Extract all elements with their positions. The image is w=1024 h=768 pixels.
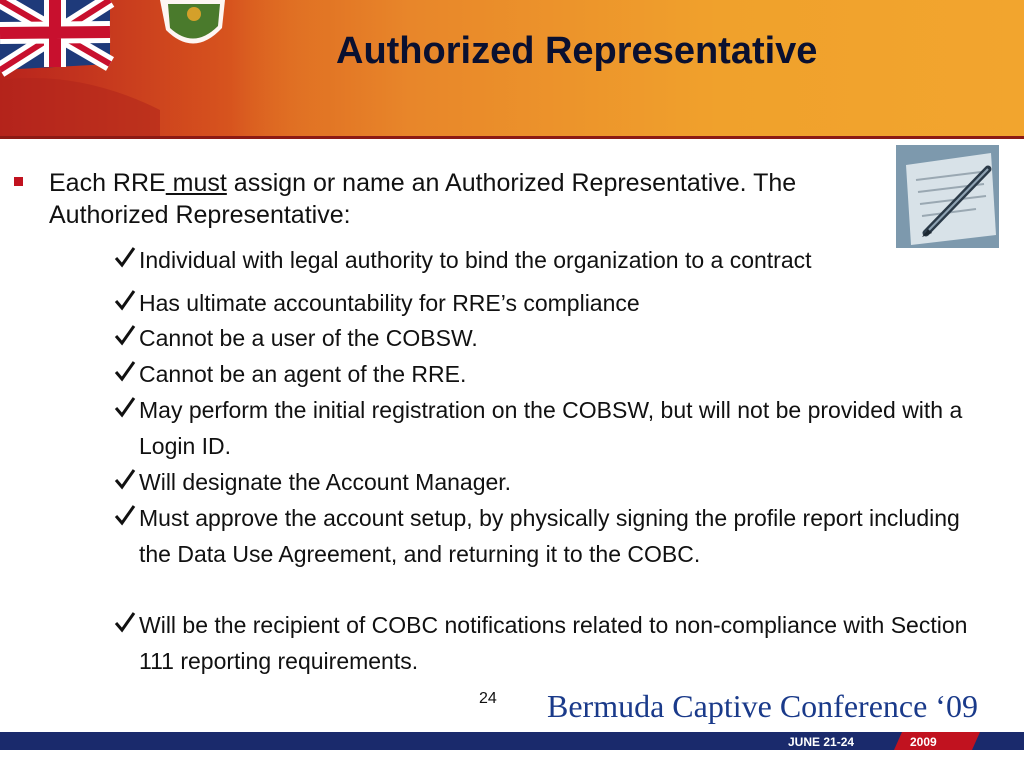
checkmark-icon (113, 464, 137, 494)
sub-bullet-text: Cannot be an agent of the RRE. (139, 361, 467, 387)
sub-bullet-text: Cannot be a user of the COBSW. (139, 325, 478, 351)
footer-dates: JUNE 21-24 (788, 735, 855, 749)
sub-bullet-text: Individual with legal authority to bind the organization to a contract (139, 247, 812, 273)
main-bullet (14, 167, 894, 231)
header-divider (0, 136, 1024, 139)
page-number: 24 (479, 690, 497, 707)
sub-bullet (113, 285, 993, 321)
pen-signing-icon (896, 145, 999, 248)
conference-logo (545, 684, 1005, 728)
checkmark-icon (113, 356, 137, 386)
sub-bullet (113, 320, 993, 356)
sub-bullet (113, 500, 993, 572)
checkmark-icon (113, 500, 137, 530)
main-bullet-emphasis: must (165, 169, 227, 197)
sub-bullet-text: Will designate the Account Manager. (139, 469, 512, 495)
bermuda-flag-icon (0, 0, 330, 136)
sub-bullet-text: May perform the initial registration on the COBSW, but will not be provided with a Login ID. (139, 397, 963, 459)
slide-header (0, 0, 1024, 136)
slide-title: Authorized Representative (336, 30, 818, 72)
square-bullet-icon (14, 177, 23, 186)
sub-bullet (113, 392, 993, 464)
checkmark-icon (113, 285, 137, 315)
sub-bullet-text: Must approve the account setup, by physically signing the profile report including the Data Use Agreement, and returning it to the COBC. (139, 505, 960, 567)
checkmark-icon (113, 320, 137, 350)
main-bullet-after: assign or name an Authorized Representative. The Authorized Representative: (49, 169, 797, 229)
sub-bullet-text: Has ultimate accountability for RRE’s compliance (139, 290, 640, 316)
footer-year: 2009 (910, 735, 937, 749)
conference-logo-text: Bermuda Captive Conference ‘09 (547, 688, 978, 724)
sub-bullet (113, 242, 993, 278)
sub-bullet (113, 464, 993, 500)
main-bullet-before: Each RRE (49, 169, 166, 197)
sub-bullet-text: Will be the recipient of COBC notifications related to non-compliance with Section 111 reporting requirements. (139, 612, 968, 674)
footer-date-banner (780, 732, 980, 750)
checkmark-icon (113, 607, 137, 637)
sub-bullet (113, 356, 993, 392)
checkmark-icon (113, 242, 137, 272)
checkmark-icon (113, 392, 137, 422)
main-bullet-text (49, 167, 894, 231)
sub-bullet (113, 607, 993, 679)
